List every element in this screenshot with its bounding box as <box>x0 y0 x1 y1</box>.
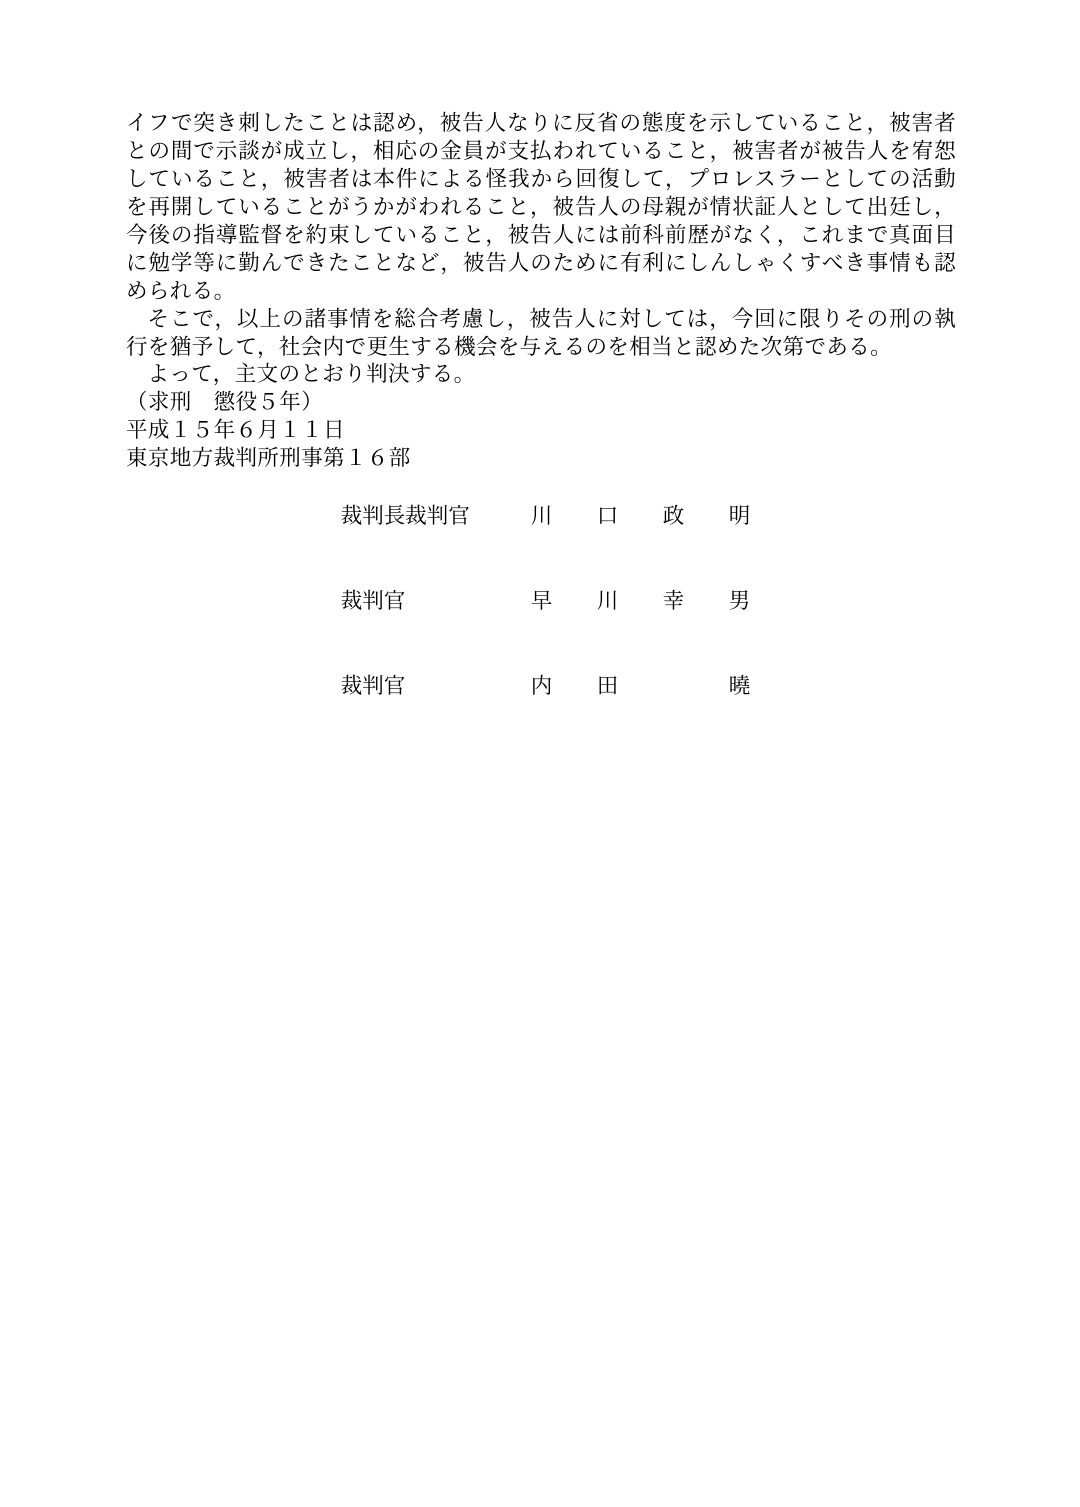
prosecution-demand: （求刑 懲役５年） <box>126 390 324 416</box>
judge-row-presiding <box>126 474 956 559</box>
judge-name: 内 田 曉 <box>530 673 751 699</box>
paragraph-conclusion: よって，主文のとおり判決する。 <box>147 362 476 388</box>
judge-signature-block <box>126 474 956 729</box>
judgment-date: 平成１５年６月１１日 <box>126 418 346 444</box>
judge-title: 裁判長裁判官 <box>340 503 470 529</box>
court-name: 東京地方裁判所刑事第１６部 <box>126 446 411 472</box>
judge-name: 早 川 幸 男 <box>530 588 751 614</box>
judge-row-third <box>126 644 956 729</box>
judge-title: 裁判官 <box>340 673 406 699</box>
paragraph-suspension-of-sentence: そこで，以上の諸事情を総合考慮し，被告人に対しては，今回に限りその刑の執行を猶予して，社会内で更生する機会を与えるのを相当と認めた次第である。 <box>126 306 956 360</box>
judge-row-second <box>126 559 956 644</box>
judge-title: 裁判官 <box>340 588 406 614</box>
judge-name: 川 口 政 明 <box>530 503 751 529</box>
paragraph-mitigating-circumstances: イフで突き刺したことは認め，被告人なりに反省の態度を示していること，被害者との間で示談が成立し，相応の金員が支払われていること，被害者が被告人を宥恕していること，被害者は本件による怪我から回復して，プロレスラーとしての活動を再開していることがうかがわれること，被告人の母親が情状証人として出廷し，今後の指導監督を約束していること，被告人には前科前歴がなく，これまで真面目に勉学等に勤んできたことなど，被告人のために有利にしんしゃくすべき事情も認められる。 <box>126 111 956 304</box>
document-text-body <box>126 110 956 730</box>
